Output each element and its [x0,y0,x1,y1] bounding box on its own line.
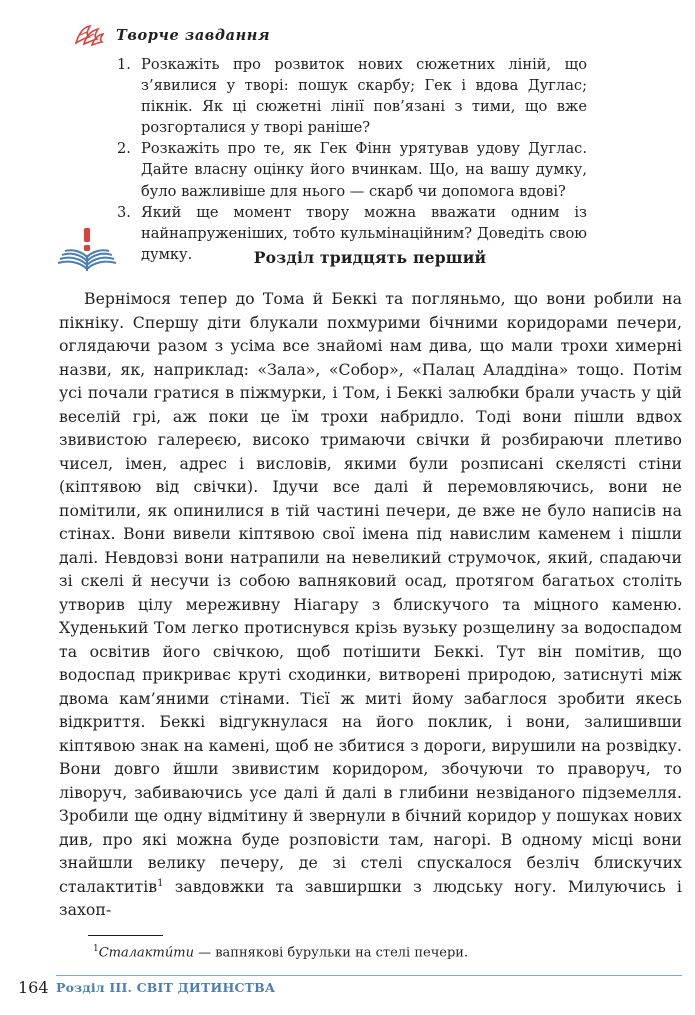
list-item-text: Розкажіть про розвиток нових сюжетних ліній, що з’явилися у творі: пошук скарбу; Гек і вдова Дуглас; пікнік. Як ці сюжетні лінії пов’язані з тими, що вже розгорталися у творі раніше? [141,56,587,137]
footnote-ref: 1 [157,877,164,889]
list-item [117,138,587,201]
task-list [117,54,587,265]
paragraph-text-end: завдовжки та завширшки з людську ногу. Милуючись і захоп- [59,876,682,919]
creative-task-header [74,22,270,48]
footnote-number: 1 [93,944,99,954]
footer-divider [56,975,682,976]
footnote-divider [88,935,163,936]
paragraph-text: Вернімося тепер до Тома й Беккі та погляньмо, що вони робили на пікніку. Спершу діти блукали похмурими бічними коридорами печери, оглядаючи разом з усіма все знайомі нам дива, що мали трохи химерні назви, як, наприклад: «Зала», «Собор», «Палац Аладдіна» тощо. Потім усі почали гратися в піжмурки, і Том, і Беккі залюбки брали участь у цій веселій грі, аж поки це їм трохи набридло. Тоді вони пішли вдвох звивистою галереєю, високо тримаючи свічки й розбираючи плетиво чисел, імен, адрес і висловів, якими були розписані скелясті стіни (кіптявою від свічки). Ідучи все далі й перемовляючись, вони не помітили, як опинилися в тій частині печери, де вже не було написів на стінах. Вони вивели кіптявою свої імена під навислим каменем і пішли далі. Невдовзі вони натрапили на невеликий струмочок, який, спадаючи зі скелі й несучи із собою вапняковий осад, протягом багатьох століть утворив цілу мереживну Ніагару з блискучого та міцного каменю. Худенький Том легко протиснувся крізь вузьку розщелину за водоспадом та освітив його свічкою, щоб потішити Беккі. Тут він помітив, що водоспад прикриває круті сходинки, витворені природою, затиснуті між двома кам’яними стінами. Тієї ж миті йому забаглося зробити якесь відкриття. Беккі відгукнулася на його поклик, і вони, залишивши кіптявою знак на камені, щоб не збитися з дороги, вирушили на розвідку. Вони довго йшли звивистим коридором, збочуючи то праворуч, то ліворуч, забиваючись усе далі й далі в глибини незвіданого підземелля. Зробили ще одну відмітину й звернули в бічний коридор у пошуках нових див, про які можна буде розповісти там, нагорі. В одному місці вони знайшли велику печеру, де зі стелі спускалося безліч блискучих сталактитів [59,289,682,896]
list-item-number: 1. [117,56,131,73]
creative-task-title: Творче завдання [116,26,271,44]
chapter-title: Розділ тридцять перший [253,248,487,267]
footer-section-title: Розділ III. СВІТ ДИТИНСТВА [56,980,276,995]
list-item [117,54,587,138]
creative-task-icon [74,23,104,47]
footnote-term: Сталакти́ти [98,945,194,961]
list-item-number: 2. [117,140,131,158]
page-number: 164 [18,978,49,997]
list-item-text: Розкажіть про те, як Гек Фінн урятував удову Дуглас. Дайте власну оцінку його вчинкам. Що, на вашу думку, було важливіше для нього — скарб чи допомога вдові? [141,140,587,200]
chapter-paragraph [59,287,682,922]
list-item-text: Який ще момент твору можна вважати одним із найнапруженіших, тобто кульмінаційним? Доведіть свою думку. [141,203,587,263]
page-footer [0,975,695,999]
list-item-number: 3. [117,203,131,221]
footnote [93,944,468,960]
footnote-definition: — вапнякові бурульки на стелі печери. [193,945,469,961]
open-book-icon [56,227,118,273]
